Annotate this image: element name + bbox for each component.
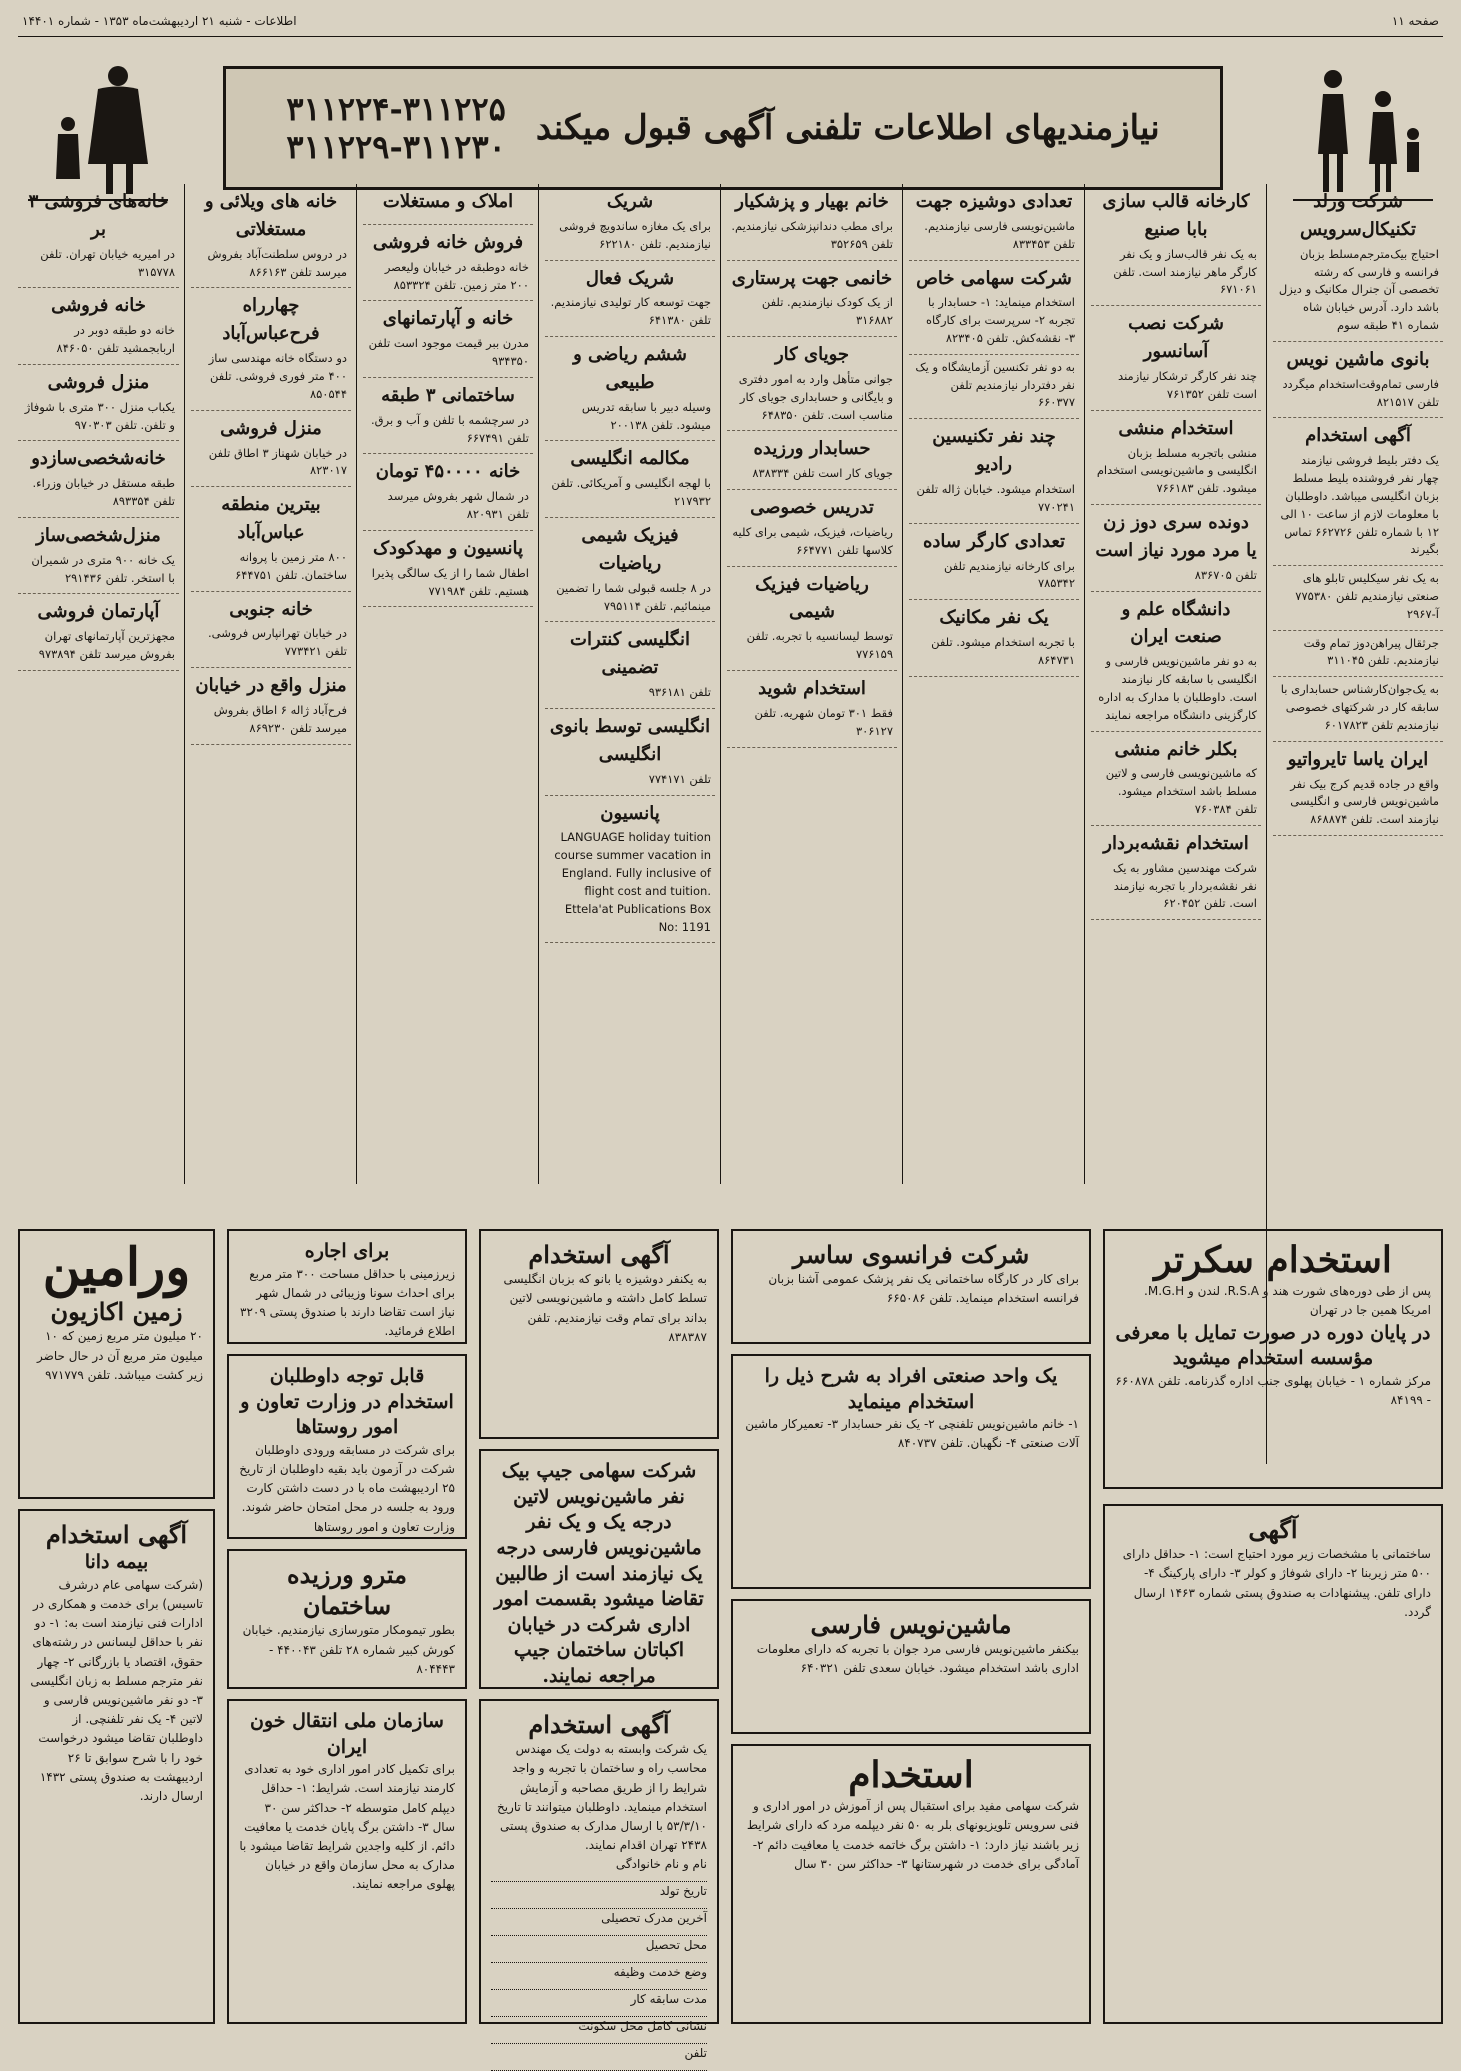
classified-ad-title: خانم بهیار و پزشکیار <box>735 191 889 212</box>
classified-ad-body: مجهزترین آپارتمانهای تهران بفروش میرسد تلفن ۹۷۳۸۹۴ <box>38 629 175 662</box>
ad-industrial-unit <box>731 1354 1091 1589</box>
classified-ad-body: فقط ۳۰۱ تومان شهریه. تلفن ۳۰۶۱۲۷ <box>754 705 893 738</box>
classified-ad <box>191 184 351 288</box>
classified-ad <box>18 441 179 518</box>
classified-ad <box>363 454 533 531</box>
classified-ad-title: حسابدار ورزیده <box>753 438 871 460</box>
ad-construction-body: بطور تیمومکار متورسازی نیازمندیم. خیابان کورش کبیر شماره ۲۸ تلفن ۴۴۰۰۴۳ - ۸۰۴۴۴۳ <box>242 1623 455 1676</box>
classified-ad <box>1273 742 1443 836</box>
classified-ad-title: شریک <box>606 191 654 212</box>
classified-ad-title: آپارتمان فروشی <box>37 601 160 623</box>
classified-ad-title: خانه فروشی <box>51 295 146 317</box>
classified-ad-body: LANGUAGE holiday tuition course summer vacation in England. Fully inclusive of flight cost and tuition. Ettela'at Publications Box No: 1191 <box>554 830 711 934</box>
classified-ad <box>191 487 351 591</box>
classified-ad-body: در سرچشمه با تلفن و آب و برق. تلفن ۶۶۷۴۹۱ <box>371 412 529 445</box>
application-form <box>491 1855 707 2071</box>
classified-ad <box>363 184 533 225</box>
classified-ad <box>18 184 179 288</box>
classified-ad-body: توسط لیسانسیه با تجربه. تلفن ۷۷۶۱۵۹ <box>746 629 893 662</box>
ad-ministry-title: قابل توجه داوطلبان استخدام در وزارت تعاون و امور روستاها <box>240 1365 454 1439</box>
classified-ad <box>545 518 715 622</box>
classified-ad-title: چند نفر تکنیسین رادیو <box>932 426 1056 476</box>
ad-dana-insurance <box>18 1509 215 2024</box>
ad-construction-title: مترو ورزیده ساختمان <box>287 1560 407 1621</box>
classified-ad <box>727 337 897 431</box>
ad-blood-transfusion <box>227 1699 467 2024</box>
classified-ad <box>909 600 1079 677</box>
classified-ad-title: چهارراه فرح‌عباس‌آباد <box>222 295 320 345</box>
classified-ad-body: مدرن ببر قیمت موجود است تلفن ۹۳۴۳۵۰ <box>368 336 529 369</box>
ad-persian-typist <box>731 1599 1091 1734</box>
classified-ad <box>545 261 715 338</box>
classified-ad-title: استخدام منشی <box>1118 417 1234 439</box>
classified-ad-body: برای کارخانه نیازمندیم تلفن ۷۸۵۳۴۲ <box>943 558 1075 591</box>
ad-secretary-footer: مرکز شماره ۱ - خیابان پهلوی جنب اداره گذرنامه. تلفن ۶۶۰۸۷۸ - ۸۴۱۹۹ <box>1115 1373 1431 1408</box>
column-7 <box>191 184 351 1184</box>
classified-ad-title: دانشگاه علم و صنعت ایران <box>1121 598 1231 648</box>
ad-cooperative-ministry <box>227 1354 467 1539</box>
classified-ad <box>191 592 351 669</box>
classified-ad-body: در خیابان تهرانپارس فروشی. تلفن ۷۷۳۴۲۱ <box>208 626 347 659</box>
ad-building-wanted <box>1103 1504 1443 2024</box>
classified-ad <box>1091 411 1261 505</box>
classified-ad-title: خانمی جهت پرستاری <box>731 267 893 289</box>
column-5 <box>545 184 715 1184</box>
form-field-label: وضع خدمت وظیفه <box>491 1963 707 1990</box>
classified-ad-title: خانه‌های فروشی ۳ بر <box>28 191 169 240</box>
classified-ad <box>1273 677 1443 741</box>
classified-ad <box>545 441 715 518</box>
classified-ad <box>363 531 533 608</box>
classified-ad-title: خانه ۴۵۰۰۰۰ تومان <box>375 461 521 483</box>
ad-blood-title: سازمان ملی انتقال خون ایران <box>250 1710 444 1758</box>
ad-typist-title: ماشین‌نویس فارسی <box>810 1610 1012 1639</box>
classified-ad-title: ششم ریاضی و طبیعی <box>573 344 687 393</box>
classified-ad-title: جویای کار <box>774 344 850 366</box>
classified-ad-body: استخدام مینماید: ۱- حسابدار با تجربه ۲- سرپرست برای کارگاه ۳- نقشه‌کش. تلفن ۸۲۳۴۰۵ <box>925 295 1075 346</box>
classified-ad <box>909 184 1079 261</box>
ad-industrial-title: یک واحد صنعتی افراد به شرح ذیل را استخدام مینماید <box>764 1365 1058 1413</box>
form-field-label: نشانی کامل محل سکونت <box>491 2017 707 2044</box>
banner-headline: نیازمندیهای اطلاعات تلفنی آگهی قبول میکند <box>535 108 1160 148</box>
classified-ad-body: که ماشین‌نویسی فارسی و لاتین مسلط باشد استخدام میشود. تلفن ۷۶۰۳۸۴ <box>1105 766 1257 817</box>
classified-ad-body: جویای کار است تلفن ۸۳۸۳۳۴ <box>752 466 893 481</box>
classified-ad-body: در خیابان شهناز ۳ اطاق تلفن ۸۲۳۰۱۷ <box>208 445 347 478</box>
banner-phone-line-1: ۳۱۱۲۲۴-۳۱۱۲۲۵ <box>286 89 506 128</box>
classified-ad <box>1091 306 1261 410</box>
form-field-label: آخرین مدرک تحصیلی <box>491 1909 707 1936</box>
ad-jeep-body: شرکت سهامی جیپ بیک نفر ماشین‌نویس لاتین درجه یک و یک نفر ماشین‌نویس فارسی درجه یک نیازمند است از طالبین تقاضا میشود بقسمت امور اداری شرکت در خیابان اکباتان ساختمان جیپ مراجعه نمایند. <box>494 1460 704 1688</box>
classified-ad-title: شریک فعال <box>585 267 675 289</box>
ad-jeep-company <box>479 1449 719 1689</box>
classified-ad-body: به یک نفر سیکلیس تابلو های صنعتی نیازمندیم تلفن ۷۷۵۳۸۰ آ-۲۹۶۷ <box>1295 571 1439 621</box>
classified-ad-title: تعدادی کارگر ساده <box>922 530 1066 552</box>
classified-ad <box>191 288 351 410</box>
classified-ad-body: استخدام میشود. خیابان ژاله تلفن ۷۷۰۲۴۱ <box>916 482 1075 514</box>
classified-ad-title: شرکت سهامی خاص <box>916 267 1072 289</box>
classified-ad-title: تدریس خصوصی <box>750 497 874 519</box>
newspaper-page <box>18 14 1443 2061</box>
classified-ad <box>909 524 1079 601</box>
classified-ad-title: کارخانه قالب سازی بابا صنیع <box>1102 191 1250 240</box>
classified-ad-body: به دو نفر ماشین‌نویس فارسی و انگلیسی با سابقه کار نیازمند است. داوطلبان با مدارک به اداره کارگزینی دانشگاه مراجعه نمایند <box>1098 654 1257 722</box>
ad-employment-english <box>479 1229 719 1439</box>
column-3 <box>909 184 1079 1184</box>
classifieds-banner <box>223 66 1223 190</box>
classified-ad-body: منشی باتجربه مسلط بزبان انگلیسی و ماشین‌نویسی استخدام میشود. تلفن ۷۶۶۱۸۳ <box>1096 445 1257 496</box>
ad-varamin-subtitle: زمین اکازیون <box>50 1297 183 1327</box>
ad-english-body: به یکنفر دوشیزه یا بانو که بزبان انگلیسی تسلط کامل داشته و ماشین‌نویسی لاتین بداند برای تمام وقت نیازمندیم. تلفن ۸۳۸۳۸۷ <box>503 1272 707 1344</box>
classified-ad-title: ایران یاسا تایرواتیو <box>1287 748 1429 770</box>
classified-ad <box>1091 505 1261 592</box>
classified-ad <box>727 184 897 261</box>
issue-line: اطلاعات - شنبه ۲۱ اردیبهشت‌ماه ۱۳۵۳ - شماره ۱۴۴۰۱ <box>22 14 297 28</box>
classified-ad <box>545 337 715 441</box>
ad-blood-body: برای تکمیل کادر امور اداری خود به تعدادی کارمند نیازمند است. شرایط: ۱- حداقل دیپلم کامل متوسطه ۲- حداکثر سن ۳۰ سال ۳- داشتن برگ پایان خدمت یا معافیت دائم. از کلیه واجدین شرایط تقاضا میشود با مدارک به محل سازمان واقع در خیابان پهلوی مراجعه نمایند. <box>239 1762 455 1892</box>
classified-ad-title: منزل واقع در خیابان <box>195 675 347 697</box>
ad-secretary-subtitle: در پایان دوره در صورت تمایل با معرفی مؤسسه استخدام میشوید <box>1115 1321 1431 1370</box>
classified-ad-title: منزل فروشی <box>220 417 322 439</box>
column-4 <box>727 184 897 1184</box>
classified-ad-title: خانه و آپارتمانهای <box>382 308 514 330</box>
ad-construction-workers <box>227 1549 467 1689</box>
classified-ad <box>191 668 351 745</box>
classified-ad-title: مکالمه انگلیسی <box>570 448 690 470</box>
classified-ad <box>1091 184 1261 306</box>
classified-ad-title: استخدام شوید <box>758 677 866 699</box>
classified-ad-title: پانسیون و مهدکودک <box>372 537 524 559</box>
classified-ad-title: ساختمانی ۳ طبقه <box>381 384 515 406</box>
classified-ad <box>727 431 897 490</box>
classified-ad-body: در ۸ جلسه قبولی شما را تضمین مینمائیم. تلفن ۷۹۵۱۱۴ <box>556 580 711 613</box>
classified-ad <box>1091 826 1261 920</box>
classified-ad <box>363 301 533 378</box>
classified-ad-body: در دروس سلطنت‌آباد بفروش میرسد تلفن ۸۶۶۱۶۳ <box>207 246 347 279</box>
classified-ad-body: یک دفتر بلیط فروشی نیازمند چهار نفر فروشنده بلیط مسلط بزبان انگلیسی میباشد. داوطلبان با معلومات لازم از ساعت ۱۰ الی ۱۲ با شماره تلفن ۶۶۲۷۲۶ تماس بگیرند <box>1280 453 1439 557</box>
form-field-label: تاریخ تولد <box>491 1882 707 1909</box>
page-header <box>18 14 1443 37</box>
classified-ad-title: خانه جنوبی <box>229 598 313 620</box>
classified-ad <box>1273 631 1443 678</box>
classified-ad <box>18 365 179 442</box>
classified-ad-body: خانه دو طبقه دوبر در اربابجمشید تلفن ۸۴۶۰۵۰ <box>56 323 175 356</box>
classified-ad <box>18 518 179 595</box>
ad-industrial-body: ۱- خانم ماشین‌نویس تلفنچی ۲- یک نفر حسابدار ۳- تعمیرکار ماشین آلات صنعتی ۴- نگهبان. تلفن ۸۴۰۷۳۷ <box>745 1417 1079 1451</box>
classified-ad-title: فیزیک شیمی ریاضیات <box>581 524 679 574</box>
ad-secretary-body: پس از طی دوره‌های شورت هند و R.S.A. لندن و M.G.H. امریکا همین جا در تهران <box>1144 1284 1431 1318</box>
ad-building-body: ساختمانی با مشخصات زیر مورد احتیاج است: ۱- حداقل دارای ۵۰۰ متر زیربنا ۲- دارای شوفاژ و کولر ۳- دارای پارکینگ ۴- دارای تلفن. پیشنهادات به صندوق پستی شماره ۱۴۶۳ ارسال گردد. <box>1122 1547 1431 1619</box>
ad-engineer-body: یک شرکت وابسته به دولت یک مهندس محاسب راه و ساختمان با تجربه و واجد شرایط را از طریق مصاحبه و آزمایش استخدام مینماید. داوطلبان میتوانند تا تاریخ ۵۳/۳/۱۰ با ارسال مدارک به صندوق پستی ۲۴۳۸ تهران اقدام نمایند. <box>496 1742 707 1853</box>
classified-ad-title: منزل فروشی <box>47 371 150 393</box>
ad-ministry-body: برای شرکت در مسابقه ورودی داوطلبان شرکت در آزمون باید بقیه داوطلبان از تاریخ ۲۵ اردیبهشت ماه با در دست داشتن کارت ورود به جلسه در محل امتحان حاضر شوند. وزارت تعاون و امور روستاها <box>239 1442 455 1534</box>
classified-ad-body: تلفن ۹۳۶۱۸۱ <box>648 685 711 700</box>
classified-ad-title: فروش خانه فروشی <box>372 231 524 253</box>
ad-secretary-training <box>1103 1229 1443 1489</box>
form-field-label: نام و نام خانوادگی <box>491 1855 707 1882</box>
classified-ad <box>363 225 533 302</box>
ad-english-title: آگهی استخدام <box>528 1240 670 1269</box>
classified-ad-title: انگلیسی کنترات تضمینی <box>570 629 690 679</box>
classified-ad <box>727 671 897 748</box>
classified-ad <box>1273 566 1443 630</box>
form-field-label: مدت سابقه کار <box>491 1990 707 2017</box>
classified-ad-body: فرح‌آباد ژاله ۶ اطاق بفروش میرسد تلفن ۸۶۹۲۳۰ <box>213 702 347 735</box>
classified-ad-body: فارسی تمام‌وقت‌استخدام میگردد تلفن ۸۲۱۵۱۷ <box>1282 376 1439 409</box>
classified-ad-title: استخدام نقشه‌بردار <box>1103 832 1249 854</box>
ad-varamin-body: ۲۰ میلیون متر مربع زمین که ۱۰ میلیون‌ متر مربع آن در حال حاضر زیر کشت میباشد. تلفن ۹۷۱۷۷۹ <box>37 1329 203 1382</box>
ad-employment-large <box>731 1744 1091 2024</box>
banner-phones <box>286 90 506 167</box>
classified-ad-body: ریاضیات، فیزیک، شیمی برای کلیه کلاسها تلفن ۶۶۴۷۷۱ <box>732 524 893 557</box>
classified-ad <box>909 419 1079 523</box>
classified-ad-body: برای یک مغازه ساندویچ فروشی نیازمندیم. تلفن ۶۲۲۱۸۰ <box>559 218 711 251</box>
classified-ad-title: بیترین منطقه عباس‌آباد <box>221 494 321 544</box>
classified-ad-title: منزل‌شخصی‌ساز <box>36 524 161 546</box>
ad-rent-body: زیرزمینی با حداقل مساحت ۳۰۰ متر مربع برای احداث سونا وزیبائی در شمال شهر نیاز است تقاضا دارند با صندوق پستی ۳۲۰۹ اطلاع فرمائید. <box>240 1266 455 1339</box>
classified-ad <box>1273 418 1443 566</box>
classified-ad-title: ریاضیات فیزیک شیمی <box>755 573 869 623</box>
page-number: صفحه ۱۱ <box>1391 14 1439 28</box>
column-2 <box>1091 184 1261 1244</box>
classified-ad-title: خانه‌شخصی‌سازدو <box>31 448 166 470</box>
classified-ad-body: شرکت مهندسین مشاور به یک نفر نقشه‌بردار با تجربه نیازمند است. تلفن ۶۲۰۴۵۲ <box>1112 860 1257 911</box>
classified-ad-body: ماشین‌نویسی فارسی نیازمندیم. تلفن ۸۳۳۴۵۳ <box>924 218 1075 251</box>
family-illustration <box>1293 54 1433 201</box>
classified-ad <box>727 261 897 338</box>
classified-ad-body: جوانی متأهل وارد به امور دفتری و بایگانی و حسابداری جویای کار مناسب است. تلفن ۶۴۸۳۵۰ <box>738 371 893 422</box>
classified-ad-body: خانه دوطبقه در خیابان ولیعصر ۲۰۰ متر زمین. تلفن ۸۵۳۳۲۴ <box>384 259 529 292</box>
classified-ad <box>545 622 715 709</box>
classified-ad-body: در شمال شهر بفروش میرسد تلفن ۸۲۰۹۳۱ <box>387 489 529 522</box>
ad-dana-body: (شرکت سهامی عام درشرف تاسیس) برای خدمت و همکاری در ادارات فنی نیازمند است به: ۱- دو نفر با حداقل لیسانس در رشته‌های حقوق، اقتصاد یا بازرگانی ۲- چهار نفر مترجم مسلط به زبان انگلیسی ۳- دو نفر ماشین‌نویس فارسی و لاتین ۴- یک نفر تلفنچی. از داوطلبان تقاضا میشود درخواست خود را با شرح سوابق تا ۲۶ اردیبهشت به صندوق پستی ۱۴۳۲ ارسال دارند. <box>30 1577 203 1803</box>
classified-ad <box>727 490 897 567</box>
banner-phone-line-2: ۳۱۱۲۲۹-۳۱۱۲۳۰ <box>286 128 506 166</box>
classified-ad <box>545 709 715 796</box>
classified-ad-body: یکباب منزل ۳۰۰ متری با شوفاژ و تلفن. تلفن ۹۷۰۳۰۳ <box>24 399 175 432</box>
ad-rent-title: برای اجاره <box>304 1240 390 1262</box>
classified-ad-title: آگهی استخدام <box>1305 425 1411 447</box>
woman-illustration <box>28 54 168 201</box>
ad-varamin-title: ورامین <box>42 1237 191 1298</box>
classified-ad-body: تلفن ۷۷۴۱۷۱ <box>648 771 711 786</box>
classified-ad <box>909 355 1079 419</box>
ad-dana-title: آگهی استخدام <box>45 1520 188 1549</box>
classified-ad-body: جرثقال پیراهن‌دوز تمام وقت نیازمندیم. تلفن ۳۱۱۰۴۵ <box>1303 635 1439 668</box>
form-field-label: تلفن <box>491 2044 707 2071</box>
classified-ad-body: چند نفر کارگر ترشکار نیازمند است تلفن ۷۶۱۳۵۲ <box>1118 369 1257 401</box>
classified-ad <box>18 594 179 671</box>
classified-ad-title: دونده سری دوز زن یا مرد مورد نیاز است <box>1095 511 1257 561</box>
classified-ad-body: واقع در جاده قدیم کرج بیک نفر ماشین‌نویس فارسی و انگلیسی نیازمند است. تلفن ۸۶۸۸۷۴ <box>1290 776 1439 827</box>
classified-ad-body: ۸۰۰ متر زمین با پروانه ساختمان. تلفن ۶۴۴۷۵۱ <box>235 549 347 582</box>
classified-ad-body: جهت توسعه کار تولیدی نیازمندیم. تلفن ۶۴۱۳۸۰ <box>550 295 711 328</box>
classified-ad-body: از یک کودک نیازمندیم. تلفن ۳۱۶۸۸۲ <box>761 295 893 328</box>
ad-french-company <box>731 1229 1091 1344</box>
classified-ad-body: در امیریه خیابان تهران. تلفن ۳۱۵۷۷۸ <box>40 246 175 279</box>
classified-ad <box>191 411 351 488</box>
classified-ad-body: وسیله دبیر با سابقه تدریس میشود. تلفن ۲۰۰۱۳۸ <box>581 399 711 432</box>
classified-ad <box>363 378 533 455</box>
classified-ad-title: بکلر خانم منشی <box>1114 738 1238 760</box>
ad-employment-title: استخدام <box>848 1754 974 1796</box>
classified-ad <box>909 261 1079 355</box>
classified-ad-title: بانوی ماشین نویس <box>1286 348 1430 370</box>
classified-ad <box>1091 592 1261 732</box>
classified-ad-title: شرکت ورلد تکنیکال‌سرویس <box>1300 191 1416 240</box>
classified-ad-body: یک خانه ۹۰۰ متری در شمیران با استخر. تلفن ۲۹۱۴۳۶ <box>31 552 175 585</box>
classified-ad <box>1273 342 1443 419</box>
classified-ad-body: اطفال شما را از یک سالگی پذیرا هستیم. تلفن ۷۷۱۹۸۴ <box>371 565 529 598</box>
ad-french-title: شرکت فرانسوی ساسر <box>792 1240 1030 1269</box>
classified-ad-title: تعدادی دوشیزه جهت <box>915 191 1073 212</box>
classified-ad <box>18 288 179 365</box>
ad-engineer-employment <box>479 1699 719 2061</box>
classified-ad-body: تلفن ۸۳۶۷۰۵ <box>1194 567 1257 582</box>
classified-ad-body: برای مطب دندانپزشکی نیازمندیم. تلفن ۳۵۲۶۵۹ <box>731 218 893 251</box>
ad-secretary-title: استخدام سکرتر <box>1154 1239 1392 1281</box>
classified-ad-title: انگلیسی توسط بانوی انگلیسی <box>549 715 711 765</box>
ad-engineer-title: آگهی استخدام <box>528 1710 670 1739</box>
ad-basement-rent <box>227 1229 467 1344</box>
ad-employment-body: شرکت سهامی مفید برای استقبال پس از آموزش در امور اداری و فنی سرویس تلویزیونهای بلر به ۵۰ نفر دیپلمه مرد که دارای شرایط زیر باشند نیاز دارد: ۱- داشتن برگ خاتمه خدمت یا معافیت دائم ۲- آمادگی برای خدمت در شهرستانها ۳- حداکثر سن ۳۰ سال <box>746 1799 1079 1871</box>
ad-building-title: آگهی <box>1248 1515 1298 1544</box>
ad-french-body: برای کار در کارگاه ساختمانی یک نفر پزشک عمومی آشنا بزبان فرانسه استخدام مینماید. تلفن ۶۶۵۰۸۶ <box>768 1272 1079 1306</box>
classified-ad-title: پانسیون <box>600 802 660 824</box>
classified-ad-title: املاک و مستغلات <box>382 191 514 212</box>
classified-ad-body: احتیاج بیک‌مترجم‌مسلط بزبان فرانسه و فارسی که رشته تخصصی آن جنرال‌ مکانیک و دیزل باشد دارد. آدرس‌ خیابان شاه شماره ۴۱ طبقه سوم <box>1278 246 1439 333</box>
classified-ad <box>545 184 715 261</box>
classified-ad <box>545 796 715 944</box>
classified-ad-body: به دو نفر تکنسین آزمایشگاه و یک نفر دفتردار نیازمندیم تلفن ۶۶۰۳۷۷ <box>915 359 1075 410</box>
classified-ad-body: با تجربه استخدام میشود. تلفن ۸۶۴۷۳۱ <box>931 635 1075 667</box>
classified-ad-body: دو دستگاه خانه مهندسی ساز ۴۰۰ متر فوری فروشی. تلفن ۸۵۰۵۴۴ <box>208 351 347 401</box>
ad-varamin-land <box>18 1229 215 1499</box>
classified-ad-body: طبقه مستقل در خیابان وزراء. تلفن ۸۹۳۳۵۴ <box>32 476 175 509</box>
classified-ad <box>727 567 897 671</box>
classified-ad-body: به یک‌جوان‌کارشناس حسابداری با سابقه کار در شرکتهای خصوصی نیازمندیم تلفن ۶۰۱۷۸۲۳ <box>1280 682 1439 732</box>
ad-dana-subtitle: بیمه دانا <box>84 1551 149 1574</box>
form-field-label: محل تحصیل <box>491 1936 707 1963</box>
classified-ad-title: شرکت نصب آسانسور <box>1128 313 1224 363</box>
classified-ad <box>1091 732 1261 826</box>
classified-ad-title: خانه های ویلائی و مستغلاتی <box>204 191 338 240</box>
classified-ad-body: به یک نفر قالب‌ساز و یک نفر کارگر ماهر نیازمند است. تلفن ۶۷۱۰۶۱ <box>1113 246 1257 297</box>
column-8 <box>18 184 179 1184</box>
ad-typist-body: بیکنفر ماشین‌نویس فارسی مرد جوان با تجربه که دارای معلومات اداری باشد استخدام میشود. خیابان سعدی تلفن ۶۴۰۳۲۱ <box>756 1642 1079 1676</box>
column-6 <box>363 184 533 1184</box>
classified-ad-body: با لهجه انگلیسی و آمریکائی. تلفن ۲۱۷۹۳۲ <box>551 476 711 509</box>
classified-ad <box>1273 184 1443 342</box>
classified-ad-title: یک نفر مکانیک <box>939 607 1049 629</box>
